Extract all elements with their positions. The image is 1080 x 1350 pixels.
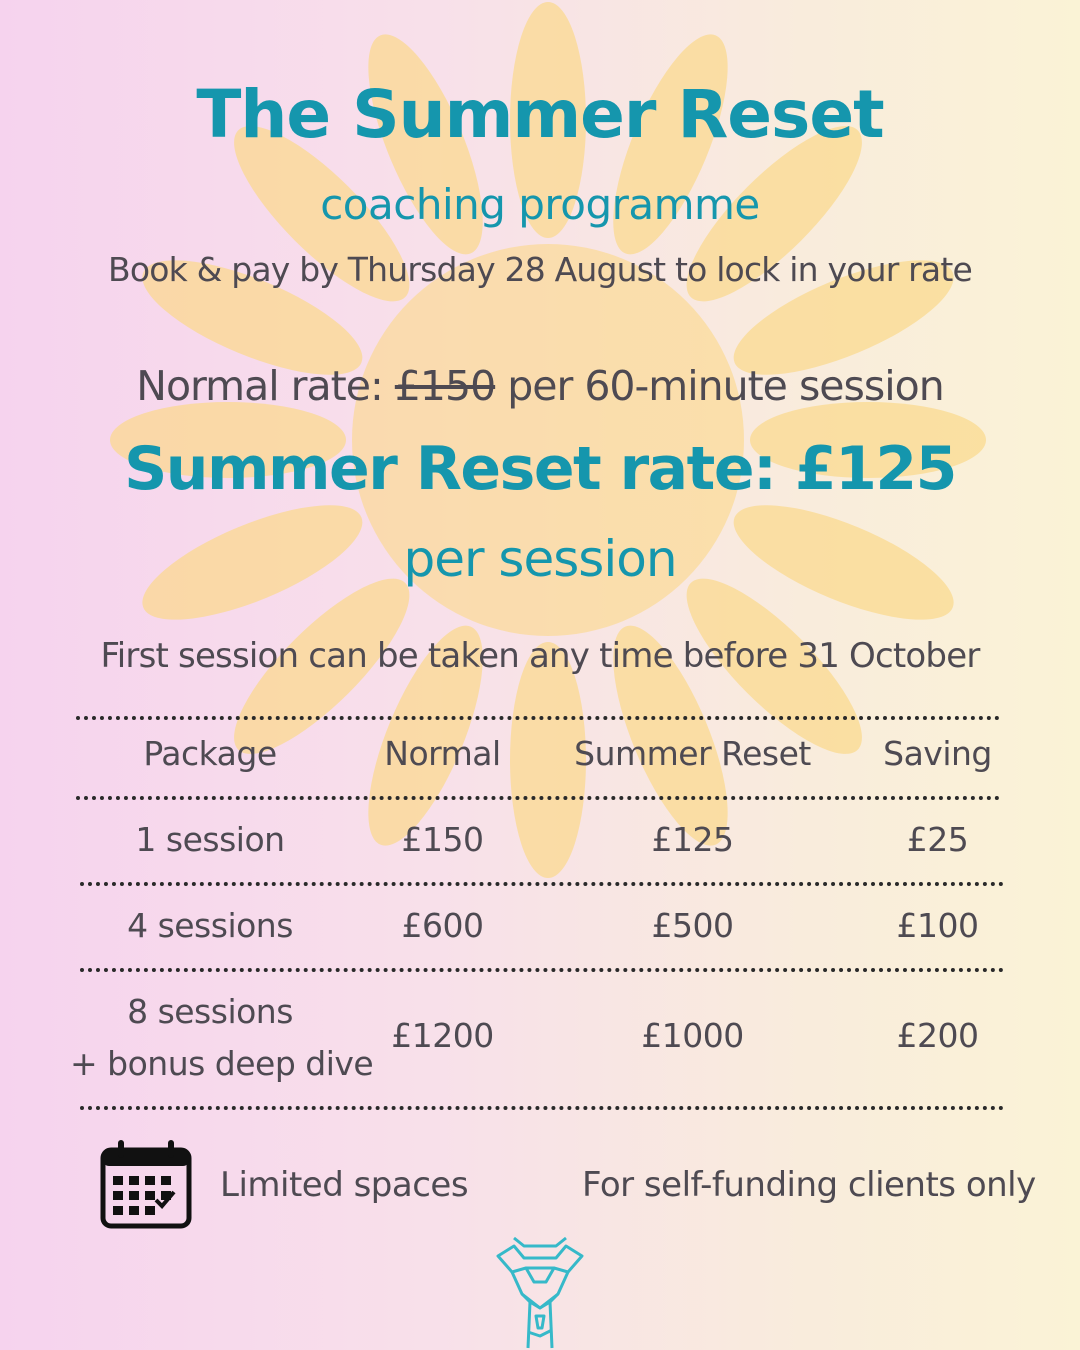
first-session-note: First session can be taken any time before 31 October	[100, 636, 980, 676]
calendar-icon	[98, 1138, 194, 1230]
normal-price-cell: £600	[401, 906, 484, 945]
column-header-summer-reset: Summer Reset	[574, 734, 811, 773]
normal-rate-label: Normal rate:	[136, 362, 383, 410]
package-cell: 4 sessions	[127, 906, 293, 945]
saving-cell: £200	[896, 1016, 979, 1055]
saving-cell: £100	[896, 906, 979, 945]
booking-deadline: Book & pay by Thursday 28 August to lock in your rate	[107, 250, 972, 289]
normal-price-cell: £150	[401, 820, 484, 859]
table-divider	[80, 882, 1004, 886]
self-funding-note: For self-funding clients only	[582, 1165, 1036, 1205]
summer-price-cell: £500	[651, 906, 734, 945]
column-header-package: Package	[143, 734, 277, 773]
giraffe-logo-icon	[484, 1232, 596, 1350]
summer-price-cell: £1000	[641, 1016, 744, 1055]
page-title: The Summer Reset	[196, 76, 884, 153]
normal-price-cell: £1200	[391, 1016, 494, 1055]
limited-spaces-note: Limited spaces	[220, 1165, 469, 1205]
table-divider	[80, 1106, 1004, 1110]
table-divider	[80, 968, 1004, 972]
normal-old-price: £150	[394, 362, 496, 410]
subtitle: coaching programme	[320, 180, 760, 229]
promo-rate-unit: per session	[403, 530, 677, 588]
summer-price-cell: £125	[651, 820, 734, 859]
table-divider	[76, 796, 1000, 800]
normal-rate-line	[0, 362, 1080, 410]
package-cell: 8 sessions	[127, 992, 293, 1031]
column-header-saving: Saving	[883, 734, 992, 773]
package-bonus-cell: + bonus deep dive	[70, 1044, 374, 1083]
normal-rate-suffix: per 60-minute session	[507, 362, 944, 410]
table-divider	[76, 716, 1000, 720]
column-header-normal: Normal	[384, 734, 501, 773]
saving-cell: £25	[906, 820, 969, 859]
package-cell: 1 session	[135, 820, 285, 859]
promo-rate: Summer Reset rate: £125	[124, 434, 956, 504]
